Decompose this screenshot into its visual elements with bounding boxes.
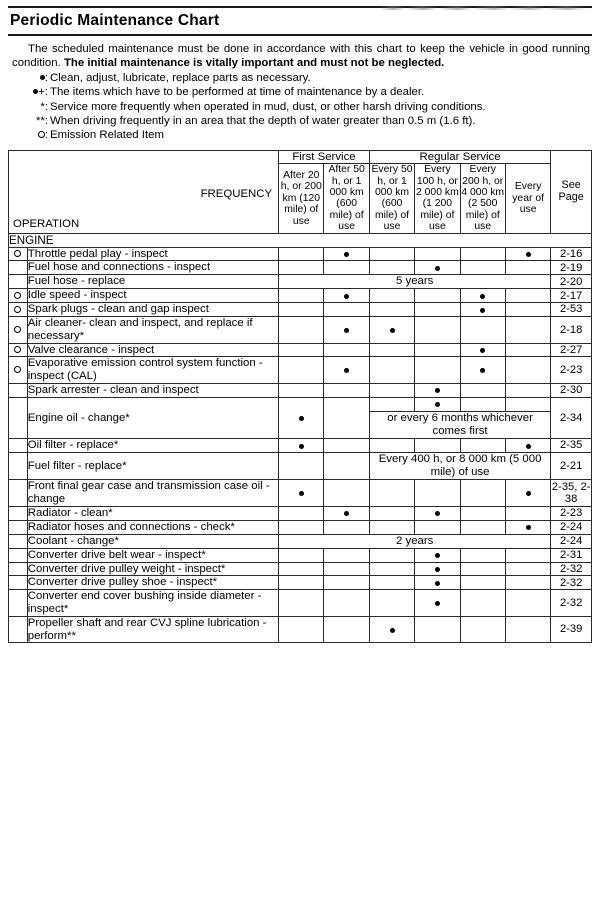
- bullet-dot-icon: [435, 581, 440, 586]
- page-reference: 2-24: [551, 520, 592, 534]
- freq-cell-after-20h: [279, 247, 324, 261]
- freq-cell-every-100h: [415, 576, 460, 590]
- freq-cell-every-200h: [460, 247, 505, 261]
- bullet-dot-icon: [344, 368, 349, 373]
- emission-marker: [9, 590, 28, 617]
- emission-marker: [9, 453, 28, 480]
- emission-marker: [9, 397, 28, 438]
- bullet-dot-icon: [344, 328, 349, 333]
- freq-cell-after-20h: [279, 343, 324, 357]
- freq-cell-every-50h: [369, 590, 414, 617]
- page-reference: 2-32: [551, 590, 592, 617]
- freq-cell-every-50h: [369, 343, 414, 357]
- emission-marker: [9, 520, 28, 534]
- emission-circle-icon: [14, 346, 21, 353]
- freq-cell-every-year: [505, 439, 550, 453]
- header-col-every-year: Every year of use: [505, 164, 550, 233]
- freq-cell-after-20h: [279, 548, 324, 562]
- header-col-after-50h: After 50 h, or 1 000 km (600 mile) of use: [324, 164, 369, 233]
- page-reference: 2-17: [551, 289, 592, 303]
- page-reference: 2-31: [551, 548, 592, 562]
- freq-cell-every-100h: [415, 507, 460, 521]
- freq-cell-every-50h: [369, 357, 414, 384]
- page-reference: 2-23: [551, 507, 592, 521]
- freq-cell-after-20h: [279, 303, 324, 317]
- emission-marker: [9, 562, 28, 576]
- table-row: [9, 303, 592, 317]
- freq-cell-every-year: [505, 562, 550, 576]
- freq-cell-every-year: [505, 317, 550, 344]
- table-row: [9, 616, 592, 643]
- emission-marker: [9, 576, 28, 590]
- legend-text: Service more frequently when operated in mud, dust, or other harsh driving conditions.: [50, 100, 486, 113]
- freq-cell-every-100h: [415, 357, 460, 384]
- freq-cell-every-year: [505, 616, 550, 643]
- legend-symbol-dot: [12, 71, 50, 85]
- legend-symbol-double-asterisk: **:: [35, 114, 48, 127]
- emission-marker: [9, 261, 28, 275]
- emission-marker: [9, 534, 28, 548]
- page-reference: 2-35: [551, 439, 592, 453]
- table-row: [9, 534, 592, 548]
- freq-cell-every-100h: [415, 548, 460, 562]
- freq-cell-every-50h: [369, 439, 414, 453]
- legend-symbol-dot-plus: [12, 85, 50, 99]
- emission-circle-icon: [14, 250, 21, 257]
- freq-cell-every-year: [505, 384, 550, 398]
- operation-label: Converter end cover bushing inside diameter - inspect*: [27, 590, 278, 617]
- freq-cell-every-100h: [415, 289, 460, 303]
- freq-cell-every-200h: [460, 616, 505, 643]
- page-title: Periodic Maintenance Chart: [10, 12, 220, 29]
- bullet-dot-icon: [299, 491, 304, 496]
- table-row: [9, 343, 592, 357]
- emission-marker: [9, 384, 28, 398]
- operation-label: Evaporative emission control system function - inspect (CAL): [27, 357, 278, 384]
- freq-cell-after-50h: [324, 590, 369, 617]
- table-row: [9, 480, 592, 507]
- freq-cell-every-year: [505, 576, 550, 590]
- bullet-dot-icon: [344, 294, 349, 299]
- section-title-engine: ENGINE: [9, 233, 592, 247]
- legend-symbol-suffix: :: [44, 129, 48, 141]
- legend-item-double-asterisk: [12, 114, 592, 128]
- freq-cell-after-50h: [324, 480, 369, 507]
- operation-label: Spark plugs - clean and gap inspect: [27, 303, 278, 317]
- table-row: [9, 384, 592, 398]
- operation-label: Air cleaner- clean and inspect, and replace if necessary*: [27, 317, 278, 344]
- page-reference: 2-27: [551, 343, 592, 357]
- freq-cell-every-200h: [460, 480, 505, 507]
- freq-cell-every-50h: [369, 480, 414, 507]
- table-row: [9, 520, 592, 534]
- page-reference: 2-16: [551, 247, 592, 261]
- legend-text: Emission Related Item: [50, 129, 164, 141]
- table-row: [9, 453, 592, 480]
- freq-cell-after-50h: [324, 317, 369, 344]
- table-row: [9, 576, 592, 590]
- freq-cell-every-50h: [369, 317, 414, 344]
- freq-cell-every-year: [505, 247, 550, 261]
- page-reference: 2-32: [551, 576, 592, 590]
- freq-cell-every-100h: [415, 343, 460, 357]
- page-reference: 2-39: [551, 616, 592, 643]
- emission-circle-icon: [14, 306, 21, 313]
- freq-cell-after-50h: [324, 384, 369, 398]
- freq-cell-after-20h: [279, 520, 324, 534]
- page-reference: 2-35, 2-38: [551, 480, 591, 506]
- operation-label: Valve clearance - inspect: [27, 343, 278, 357]
- freq-cell-every-200h: [460, 384, 505, 398]
- freq-cell-every-100h: [415, 261, 460, 275]
- page-reference: 2-32: [551, 562, 592, 576]
- freq-cell-every-200h: [460, 303, 505, 317]
- bullet-dot-icon: [526, 525, 531, 530]
- freq-cell-every-100h: [415, 480, 460, 507]
- table-header-row-groups: [9, 151, 592, 164]
- page-reference: 2-24: [551, 534, 592, 548]
- freq-cell-after-50h: [324, 616, 369, 643]
- freq-cell-every-50h: [369, 289, 414, 303]
- table-row: [9, 590, 592, 617]
- freq-cell-after-50h: [324, 247, 369, 261]
- freq-cell-every-200h: [460, 397, 505, 411]
- freq-cell-after-50h: [324, 343, 369, 357]
- bullet-dot-icon: [299, 444, 304, 449]
- freq-cell-every-50h: [369, 384, 414, 398]
- header-col-every-200h: Every 200 h, or 4 000 km (2 500 mile) of use: [461, 164, 505, 233]
- legend-item-dot-plus: [12, 85, 592, 99]
- freq-cell-after-50h: [324, 289, 369, 303]
- bullet-dot-icon: [344, 252, 349, 257]
- page-reference: 2-30: [551, 384, 592, 398]
- freq-cell-every-year: [505, 548, 550, 562]
- operation-label: Radiator hoses and connections - check*: [27, 520, 278, 534]
- freq-cell-every-year: [505, 357, 550, 384]
- table-row: [9, 261, 592, 275]
- bullet-dot-icon: [435, 388, 440, 393]
- table-row: [9, 317, 592, 344]
- emission-circle-icon: [14, 292, 21, 299]
- freq-cell-after-20h: [279, 562, 324, 576]
- freq-cell-after-20h: [279, 590, 324, 617]
- table-row: [9, 507, 592, 521]
- operation-label: Coolant - change*: [27, 534, 278, 548]
- bullet-dot-icon: [390, 328, 395, 333]
- page-reference: 2-34: [551, 397, 592, 438]
- emission-marker: [9, 247, 28, 261]
- bullet-dot-icon: [435, 511, 440, 516]
- freq-cell-every-50h: [369, 261, 414, 275]
- header-col-every-50h: Every 50 h, or 1 000 km (600 mile) of use: [369, 164, 414, 233]
- document-page: [0, 6, 600, 643]
- freq-cell-after-20h: [279, 289, 324, 303]
- freq-cell-every-50h: [369, 303, 414, 317]
- legend-text: Clean, adjust, lubricate, replace parts as necessary.: [50, 72, 311, 85]
- freq-cell-after-20h: [279, 384, 324, 398]
- freq-cell-after-50h: [324, 520, 369, 534]
- freq-cell-after-50h: [324, 453, 369, 480]
- freq-cell-after-20h: [279, 397, 324, 438]
- legend-item-dot: [12, 71, 592, 85]
- legend-text: The items which have to be performed at time of maintenance by a dealer.: [50, 86, 425, 99]
- freq-cell-after-50h: [324, 576, 369, 590]
- bullet-dot-icon: [480, 294, 485, 299]
- emission-circle-icon: [38, 131, 45, 138]
- freq-cell-every-200h: [460, 357, 505, 384]
- freq-cell-every-100h: [415, 439, 460, 453]
- header-group-first-service: First Service: [279, 151, 370, 164]
- operation-label: Radiator - clean*: [27, 507, 278, 521]
- operation-label: Propeller shaft and rear CVJ spline lubrication - perform**: [27, 616, 278, 643]
- header-col-after-20h: After 20 h, or 200 km (120 mile) of use: [279, 164, 324, 233]
- legend-list: [8, 71, 592, 142]
- header-group-regular-service: Regular Service: [369, 151, 550, 164]
- table-row: [9, 548, 592, 562]
- freq-cell-every-100h: [415, 562, 460, 576]
- bullet-dot-icon: [480, 368, 485, 373]
- freq-cell-after-50h: [324, 397, 369, 438]
- operation-label: Spark arrester - clean and inspect: [27, 384, 278, 398]
- freq-cell-every-100h: [415, 616, 460, 643]
- interval-note-6-months: or every 6 months whichever comes first: [369, 411, 550, 438]
- header-col-every-100h: Every 100 h, or 2 000 km (1 200 mile) of use: [415, 164, 459, 233]
- page-reference: 2-23: [551, 357, 592, 384]
- header-operation-label: OPERATION: [13, 217, 80, 230]
- interval-note-400h: Every 400 h, or 8 000 km (5 000 mile) of use: [369, 453, 550, 480]
- emission-marker: [9, 343, 28, 357]
- operation-label: Converter drive belt wear - inspect*: [27, 548, 278, 562]
- bullet-dot-icon: [435, 402, 440, 407]
- operation-label: Idle speed - inspect: [27, 289, 278, 303]
- freq-cell-every-50h: [369, 507, 414, 521]
- freq-cell-after-20h: [279, 507, 324, 521]
- legend-symbol-suffix: :: [44, 72, 48, 85]
- interval-note-2-years: 2 years: [279, 534, 551, 548]
- freq-cell-after-20h: [279, 453, 324, 480]
- page-reference: 2-19: [551, 261, 592, 275]
- legend-item-asterisk: [12, 100, 592, 114]
- operation-label: Oil filter - replace*: [27, 439, 278, 453]
- freq-cell-after-20h: [279, 317, 324, 344]
- emission-marker: [9, 303, 28, 317]
- intro-paragraph: [8, 43, 592, 70]
- operation-label: Fuel hose - replace: [27, 275, 278, 289]
- bullet-dot-icon: [344, 511, 349, 516]
- intro-text-bold: The initial maintenance is vitally important and must not be neglected.: [63, 56, 445, 69]
- operation-label: Fuel filter - replace*: [27, 453, 278, 480]
- header-see-page: See Page: [551, 151, 592, 233]
- title-rule-bottom: [8, 34, 592, 36]
- table-row: [9, 357, 592, 384]
- bullet-dot-icon: [435, 601, 440, 606]
- freq-cell-after-50h: [324, 507, 369, 521]
- freq-cell-every-year: [505, 261, 550, 275]
- freq-cell-after-20h: [279, 576, 324, 590]
- freq-cell-every-200h: [460, 343, 505, 357]
- freq-cell-after-50h: [324, 439, 369, 453]
- operation-label: Converter drive pulley shoe - inspect*: [27, 576, 278, 590]
- freq-cell-every-200h: [460, 590, 505, 617]
- emission-circle-icon: [14, 366, 21, 373]
- bullet-dot-icon: [526, 444, 531, 449]
- freq-cell-after-20h: [279, 439, 324, 453]
- freq-cell-after-50h: [324, 357, 369, 384]
- table-row: [9, 289, 592, 303]
- interval-note-5-years: 5 years: [279, 275, 551, 289]
- freq-cell-every-200h: [460, 439, 505, 453]
- freq-cell-every-50h: [369, 247, 414, 261]
- table-row: [9, 439, 592, 453]
- bullet-dot-icon: [480, 308, 485, 313]
- bullet-dot-icon: [526, 491, 531, 496]
- bullet-dot-icon: [435, 567, 440, 572]
- freq-cell-every-year: [505, 303, 550, 317]
- freq-cell-every-year: [505, 590, 550, 617]
- freq-cell-every-100h: [415, 247, 460, 261]
- freq-cell-every-50h: [369, 576, 414, 590]
- freq-cell-after-20h: [279, 357, 324, 384]
- page-top-artifact: [380, 6, 595, 10]
- freq-cell-after-50h: [324, 548, 369, 562]
- operation-label: Front final gear case and transmission case oil - change: [27, 480, 278, 507]
- maintenance-chart-table: [8, 150, 592, 643]
- freq-cell-every-100h: [415, 317, 460, 344]
- emission-marker: [9, 548, 28, 562]
- page-reference: 2-21: [551, 453, 592, 480]
- operation-label: Fuel hose and connections - inspect: [27, 261, 278, 275]
- legend-symbol-circle: [12, 128, 50, 142]
- emission-marker: [9, 616, 28, 643]
- bullet-dot-icon: [526, 252, 531, 257]
- emission-marker: [9, 357, 28, 384]
- bullet-dot-icon: [435, 266, 440, 271]
- freq-cell-after-20h: [279, 480, 324, 507]
- bullet-dot-icon: [480, 348, 485, 353]
- intro-text-normal: The scheduled maintenance must be done in accordance with this chart to keep the vehicle in good running condition.: [12, 43, 590, 69]
- page-reference: 2-20: [551, 275, 592, 289]
- table-row: [9, 275, 592, 289]
- freq-cell-every-50h: [369, 616, 414, 643]
- section-header-row: [9, 233, 592, 247]
- emission-marker: [9, 480, 28, 507]
- freq-cell-every-200h: [460, 507, 505, 521]
- freq-cell-every-200h: [460, 289, 505, 303]
- table-row-engine-oil-top: [9, 397, 592, 411]
- page-reference: 2-53: [551, 303, 592, 317]
- freq-cell-every-100h: [415, 397, 460, 411]
- operation-label: Converter drive pulley weight - inspect*: [27, 562, 278, 576]
- freq-cell-every-200h: [460, 261, 505, 275]
- legend-symbol-asterisk: *:: [40, 100, 48, 113]
- freq-cell-after-50h: [324, 303, 369, 317]
- page-reference: 2-18: [551, 317, 592, 344]
- freq-cell-every-year: [505, 343, 550, 357]
- freq-cell-every-200h: [460, 520, 505, 534]
- header-frequency-operation-cell: [9, 151, 279, 233]
- freq-cell-every-50h: [369, 520, 414, 534]
- freq-cell-every-100h: [415, 520, 460, 534]
- emission-marker: [9, 317, 28, 344]
- freq-cell-after-50h: [324, 562, 369, 576]
- emission-marker: [9, 275, 28, 289]
- freq-cell-every-200h: [460, 317, 505, 344]
- table-row: [9, 247, 592, 261]
- freq-cell-every-200h: [460, 548, 505, 562]
- freq-cell-every-200h: [460, 576, 505, 590]
- bullet-dot-icon: [299, 416, 304, 421]
- freq-cell-after-20h: [279, 616, 324, 643]
- freq-cell-every-50h: [369, 397, 414, 411]
- freq-cell-every-200h: [460, 562, 505, 576]
- freq-cell-every-100h: [415, 384, 460, 398]
- emission-circle-icon: [14, 326, 21, 333]
- emission-marker: [9, 507, 28, 521]
- freq-cell-every-year: [505, 520, 550, 534]
- emission-marker: [9, 289, 28, 303]
- table-row: [9, 562, 592, 576]
- legend-text: When driving frequently in an area that the depth of water greater than 0.5 m (1.6 ft).: [50, 114, 476, 127]
- freq-cell-after-50h: [324, 261, 369, 275]
- freq-cell-after-20h: [279, 261, 324, 275]
- freq-cell-every-50h: [369, 562, 414, 576]
- freq-cell-every-year: [505, 480, 550, 507]
- operation-label: Engine oil - change*: [27, 397, 278, 438]
- emission-marker: [9, 439, 28, 453]
- bullet-dot-icon: [435, 553, 440, 558]
- freq-cell-every-100h: [415, 303, 460, 317]
- header-frequency-label: FREQUENCY: [200, 187, 273, 200]
- freq-cell-every-year: [505, 397, 550, 411]
- freq-cell-every-year: [505, 289, 550, 303]
- freq-cell-every-50h: [369, 548, 414, 562]
- legend-item-emission: [12, 128, 592, 142]
- bullet-dot-icon: [390, 628, 395, 633]
- freq-cell-every-100h: [415, 590, 460, 617]
- legend-symbol-suffix: +:: [38, 86, 48, 99]
- operation-label: Throttle pedal play - inspect: [27, 247, 278, 261]
- freq-cell-every-year: [505, 507, 550, 521]
